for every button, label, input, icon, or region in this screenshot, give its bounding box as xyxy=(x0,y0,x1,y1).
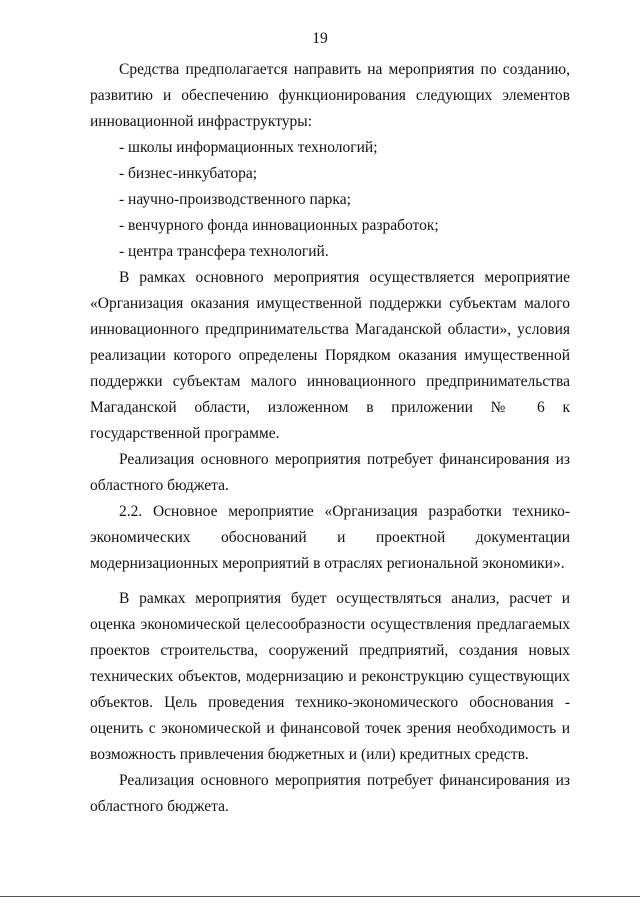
document-body xyxy=(90,57,570,820)
funding-paragraph: Реализация основного мероприятия потребует финансирования из областного бюджета. xyxy=(90,451,570,494)
list-item: - центра трансфера технологий. xyxy=(119,243,329,260)
page-bottom-rule xyxy=(0,896,640,897)
intro-paragraph: Средства предполагается направить на мероприятия по созданию, развитию и обеспечению функционирования следующих элементов инновационной инфраструктуры: xyxy=(90,61,570,130)
framework-paragraph: В рамках основного мероприятия осуществляется мероприятие «Организация оказания имущественной поддержки субъектам малого инновационного предпринимательства Магаданской области», условия реализации которого определены Порядком оказания имущественной поддержки субъектам малого инновационного предпринимательства Магаданской области, изложенном в приложении № 6 к государственной программе. xyxy=(90,269,570,442)
list-item: - научно-производственного парка; xyxy=(119,191,351,208)
infrastructure-list xyxy=(90,135,570,265)
list-item: - бизнес-инкубатора; xyxy=(119,165,258,182)
page-number: 19 xyxy=(312,30,328,47)
funding-paragraph: Реализация основного мероприятия потребует финансирования из областного бюджета. xyxy=(90,772,570,815)
analysis-paragraph: В рамках мероприятия будет осуществляться анализ, расчет и оценка экономической целесообразности осуществления предлагаемых проектов строительства, сооружений предприятий, создания новых технических объектов, модернизацию и реконструкцию существующих объектов. Цель проведения технико-экономического обоснования - оценить с экономической и финансовой точек зрения необходимость и возможность привлечения бюджетных и (или) кредитных средств. xyxy=(90,590,570,763)
section-heading-paragraph: 2.2. Основное мероприятие «Организация разработки технико-экономических обоснований и проектной документации модернизационных мероприятий в отраслях региональной экономики». xyxy=(90,503,570,572)
list-item: - школы информационных технологий; xyxy=(119,139,378,156)
list-item: - венчурного фонда инновационных разработок; xyxy=(119,217,439,234)
